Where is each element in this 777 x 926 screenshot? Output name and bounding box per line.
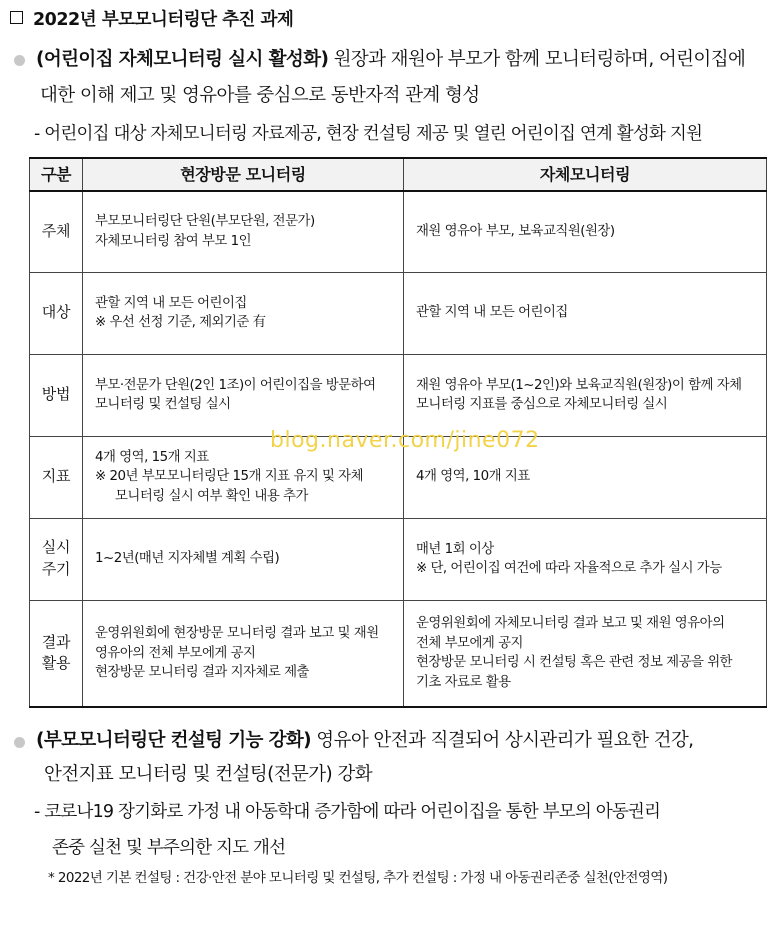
header-self-monitoring: 자체모니터링 — [404, 158, 767, 191]
table-row — [30, 354, 767, 436]
cell-line: 4개 영역, 10개 지표 — [416, 469, 530, 485]
row-category — [30, 272, 83, 354]
cell-line: 운영위원회에 자체모니터링 결과 보고 및 재원 영유아의 — [416, 616, 725, 632]
self-cell — [404, 354, 767, 436]
onsite-cell — [83, 191, 404, 272]
cell-line: 자체모니터링 참여 부모 1인 — [95, 233, 252, 249]
table-row — [30, 600, 767, 707]
onsite-cell — [83, 600, 404, 707]
cell-line: 4개 영역, 15개 지표 — [95, 449, 209, 465]
bullet-dot-icon — [14, 55, 25, 66]
onsite-cell — [83, 354, 404, 436]
row-category — [30, 518, 83, 600]
cell-line: 모니터링 및 컨설팅 실시 — [95, 397, 231, 412]
cell-line: 기초 자료로 활용 — [416, 674, 511, 690]
checkbox-square-icon — [10, 11, 23, 24]
cell-line: 운영위원회에 현장방문 모니터링 결과 보고 및 재원 — [95, 626, 379, 642]
header-onsite-monitoring: 현장방문 모니터링 — [83, 158, 404, 191]
cell-line: 현장방문 모니터링 결과 지자체로 제출 — [95, 664, 309, 680]
row-category — [30, 354, 83, 436]
self-cell — [404, 191, 767, 272]
table-row — [30, 518, 767, 600]
cell-line: ※ 단, 어린이집 여건에 따라 자율적으로 추가 실시 가능 — [416, 561, 722, 576]
section2-subitem-line2: 존중 실천 및 부주의한 지도 개선 — [52, 838, 286, 858]
row-category — [30, 600, 83, 707]
cell-line: 관할 지역 내 모든 어린이집 — [95, 295, 247, 311]
cell-line: 현장방문 모니터링 시 컨설팅 혹은 관련 정보 제공을 위한 — [416, 655, 733, 671]
category-label: 활용 — [41, 654, 71, 673]
table-row — [30, 191, 767, 272]
section2-heading: (부모모니터링단 컨설팅 기능 강화) — [36, 730, 312, 751]
cell-line: 모니터링 지표를 중심으로 자체모니터링 실시 — [416, 397, 668, 412]
section1-subitem: - 어린이집 대상 자체모니터링 자료제공, 현장 컨설팅 제공 및 열린 어린이집 연계 활성화 지원 — [34, 124, 703, 144]
page-title-text: 2022년 부모모니터링단 추진 과제 — [33, 10, 294, 30]
header-category: 구분 — [30, 158, 83, 191]
page-title — [10, 6, 293, 31]
onsite-cell — [83, 272, 404, 354]
row-category — [30, 191, 83, 272]
section1-line2: 대한 이해 제고 및 영유아를 중심으로 동반자적 관계 형성 — [40, 85, 480, 106]
cell-line: 모니터링 실시 여부 확인 내용 추가 — [115, 488, 308, 504]
section2-line1 — [36, 732, 693, 751]
category-label: 주체 — [41, 221, 71, 240]
cell-line: 재원 영유아 부모, 보육교직원(원장) — [416, 224, 615, 240]
cell-line: 부모·전문가 단원(2인 1조)이 어린이집을 방문하여 — [95, 377, 376, 393]
section2-line2: 안전지표 모니터링 및 컨설팅(전문가) 강화 — [44, 764, 372, 785]
cell-line: 전체 부모에게 공지 — [416, 635, 523, 651]
category-label: 지표 — [41, 467, 71, 486]
self-cell — [404, 518, 767, 600]
row-category — [30, 436, 83, 518]
cell-line: ※ 우선 선정 기준, 제외기준 有 — [95, 315, 266, 330]
cell-line: 관할 지역 내 모든 어린이집 — [416, 305, 568, 321]
section2-note: * 2022년 기본 컨설팅 : 건강·안전 분야 모니터링 및 컨설팅, 추가 컨설팅 : 가정 내 아동권리존중 실천(안전영역) — [48, 870, 668, 886]
category-label: 결과 — [41, 632, 71, 651]
cell-line: ※ 20년 부모모니터링단 15개 지표 유지 및 자체 — [95, 469, 364, 485]
bullet-dot-icon — [14, 737, 25, 748]
self-cell — [404, 600, 767, 707]
cell-line: 재원 영유아 부모(1~2인)와 보육교직원(원장)이 함께 자체 — [416, 377, 742, 393]
cell-line: 영유아의 전체 부모에게 공지 — [95, 645, 256, 661]
section2-text-1: 영유아 안전과 직결되어 상시관리가 필요한 건강, — [311, 730, 694, 751]
section1-heading: (어린이집 자체모니터링 실시 활성화) — [36, 49, 329, 70]
section1-text-1: 원장과 재원아 부모가 함께 모니터링하며, 어린이집에 — [328, 49, 746, 70]
table-header-row — [30, 158, 767, 191]
watermark: blog.naver.com/jine072 — [270, 428, 540, 453]
cell-line: 1~2년(매년 지자체별 계획 수립) — [95, 551, 280, 567]
category-label: 방법 — [41, 385, 71, 404]
section2-subitem-line1: - 코로나19 장기화로 가정 내 아동학대 증가함에 따라 어린이집을 통한 부모의 아동권리 — [34, 802, 661, 822]
cell-line: 매년 1회 이상 — [416, 541, 494, 557]
category-label: 실시 — [41, 538, 71, 557]
section1-line1 — [36, 51, 745, 70]
category-label: 대상 — [41, 303, 71, 322]
table-row — [30, 272, 767, 354]
onsite-cell — [83, 518, 404, 600]
self-cell — [404, 272, 767, 354]
category-label: 주기 — [41, 560, 71, 578]
cell-line: 부모모니터링단 단원(부모단원, 전문가) — [95, 214, 315, 230]
